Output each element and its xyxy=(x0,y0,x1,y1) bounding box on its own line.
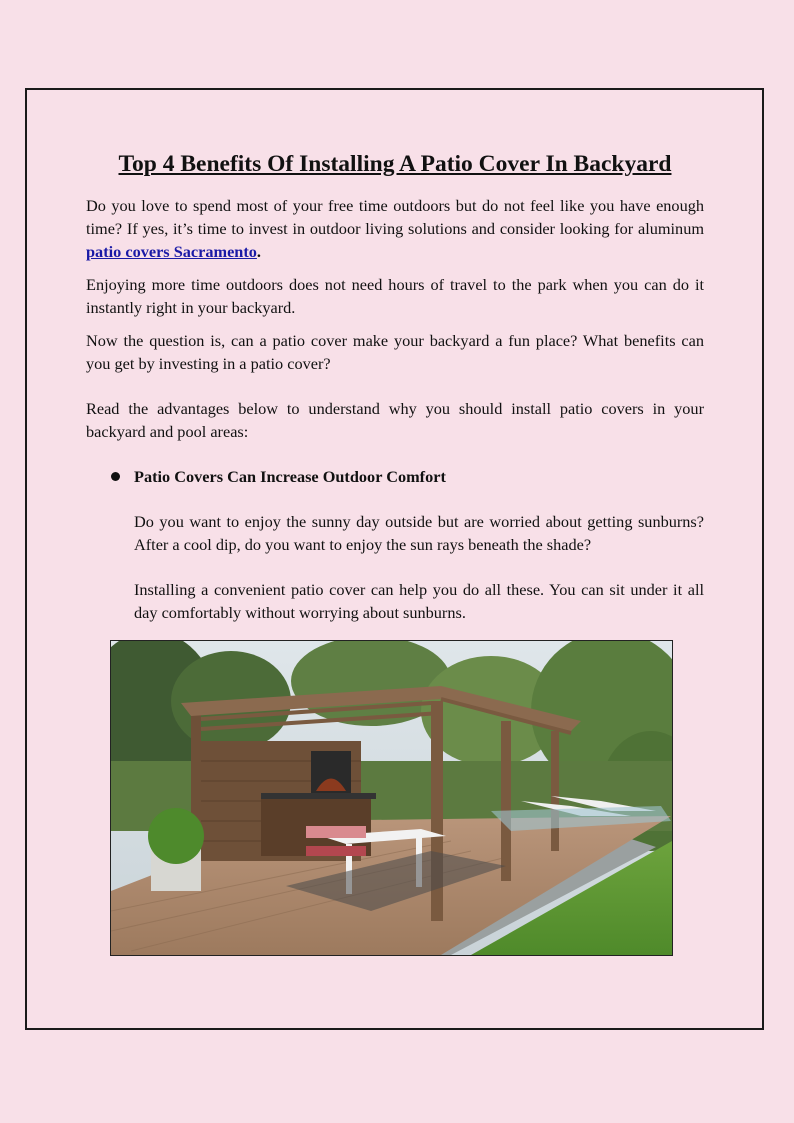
patio-photo xyxy=(110,640,673,956)
patio-covers-sacramento-link[interactable]: patio covers Sacramento xyxy=(86,242,257,261)
list-item xyxy=(86,465,704,488)
paragraph-question: Now the question is, can a patio cover make your backyard a fun place? What benefits can you get by investing in a patio cover? xyxy=(86,331,704,373)
list-item-paragraph: Do you want to enjoy the sunny day outside but are worried about getting sunburns? After a cool dip, do you want to enjoy the sun rays beneath the shade? xyxy=(134,512,704,554)
paragraph-advantages: Read the advantages below to understand why you should install patio covers in your backyard and pool areas: xyxy=(86,399,704,441)
intro-text: Do you love to spend most of your free time outdoors but do not feel like you have enough time? If yes, it’s time to invest in outdoor living solutions and consider looking for aluminum xyxy=(86,196,704,238)
list-item-heading: Patio Covers Can Increase Outdoor Comfort xyxy=(134,467,446,486)
intro-period: . xyxy=(256,242,261,261)
article xyxy=(86,148,704,624)
list-item-body xyxy=(86,510,704,624)
paragraph-backyard: Enjoying more time outdoors does not need hours of travel to the park when you can do it instantly right in your backyard. xyxy=(86,275,704,317)
article-title: Top 4 Benefits Of Installing A Patio Cover In Backyard xyxy=(118,151,672,177)
list-item-paragraph: Installing a convenient patio cover can help you do all these. You can sit under it all day comfortably without worrying about sunburns. xyxy=(134,580,704,622)
bullet-icon xyxy=(111,472,120,481)
intro-paragraph xyxy=(86,194,704,263)
